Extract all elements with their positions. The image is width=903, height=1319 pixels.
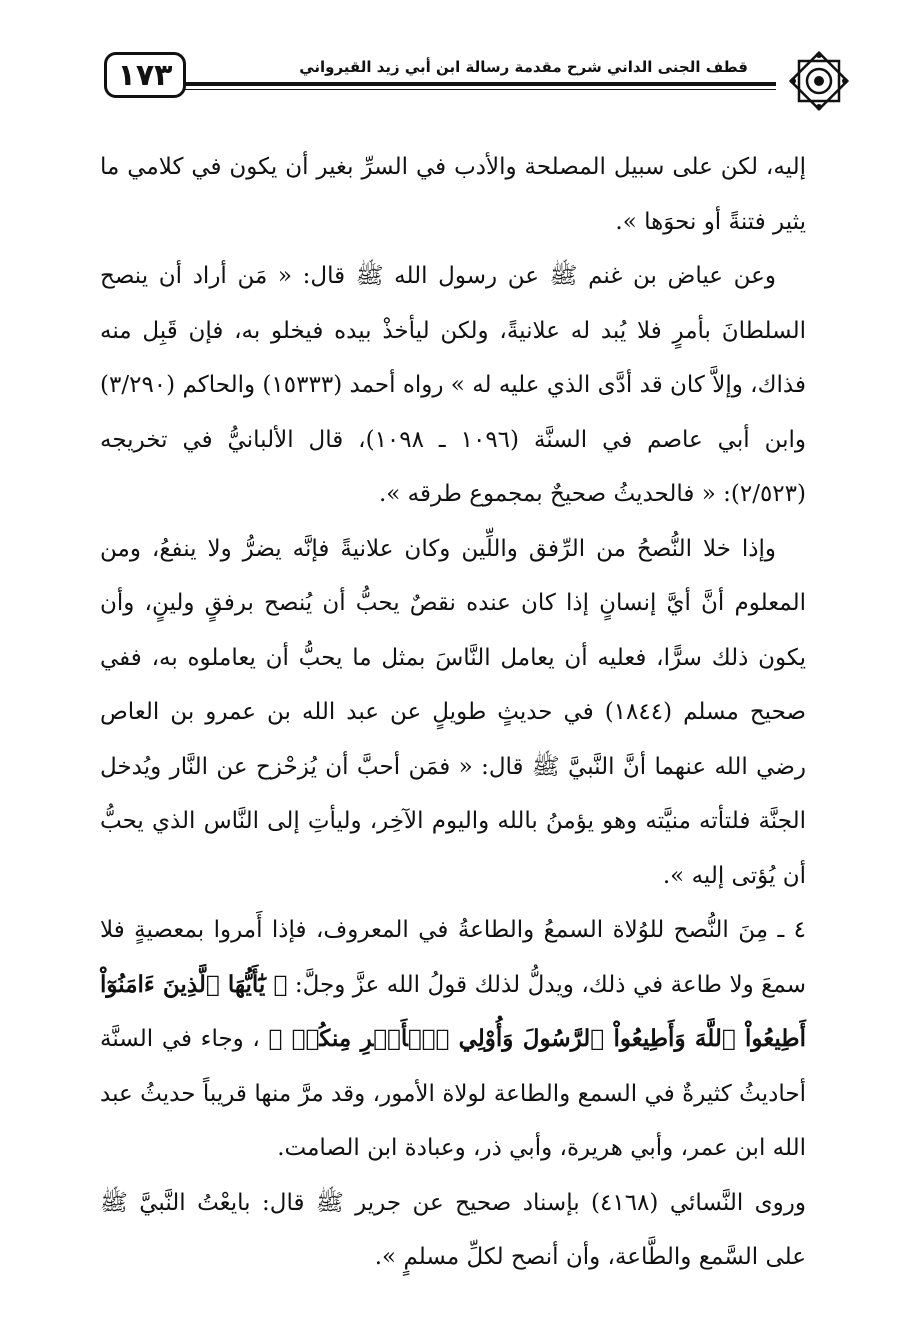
paragraph-4-rest: ، وجاء في السنَّة أحاديثُ كثيرةٌ في السمع والطاعة لولاة الأمور، وقد مرَّ منها قريباً حديثُ عبد الله ابن عمر، وأبي هريرة، وأبي ذر، وعبادة ابن الصامت. — [100, 1026, 806, 1161]
quran-verse: ﴿ يَٰٓأَيُّهَا ٱلَّذِينَ ءَامَنُوٓاْ أَطِيعُواْ ٱللَّهَ وَأَطِيعُواْ ٱلرَّسُولَ وَأُوْلِي ٱلۡأَمۡرِ مِنكُمۡ ﴾ — [100, 970, 806, 1052]
paragraph-1: إليه، لكن على سبيل المصلحة والأدب في السرِّ بغير أن يكون في كلامي ما يثير فتنةً أو نحوَها ». — [100, 154, 806, 235]
paragraph-2: وعن عياض بن غنم ﷺ عن رسول الله ﷺ قال: « مَن أراد أن ينصح السلطانَ بأمرٍ فلا يُبد له علانيةً، ولكن ليأخذْ بيده فيخلو به، فإن قَبِل منه فذاك، وإلاَّ كان قد أدَّى الذي عليه له » رواه أحمد (١٥٣٣٣) والحاكم (٣/٢٩٠) وابن أبي عاصم في السنَّة (١٠٩٦ ـ ١٠٩٨)، قال الألبانيُّ في تخريجه (٢/٥٢٣): « فالحديثُ صحيحٌ بمجموع طرقه ». — [100, 263, 807, 507]
main-text — [100, 140, 806, 1285]
paragraph-4 — [100, 903, 806, 1176]
page-number: ١٧٣ — [104, 52, 186, 98]
star-ornament-icon — [782, 44, 856, 118]
paragraph-5: وروى النَّسائي (٤١٦٨) بإسناد صحيح عن جرير ﷺ قال: بايعْتُ النَّبيَّ ﷺ على السَّمع والطَّاعة، وأن أنصح لكلِّ مسلمٍ ». — [100, 1189, 806, 1270]
paragraph-3: وإذا خلا النُّصحُ من الرِّفق واللِّين وكان علانيةً فإنَّه يضرُّ ولا ينفعُ، ومن المعلوم أنَّ أيَّ إنسانٍ إذا كان عنده نقصٌ يحبُّ أن يُنصح برفقٍ ولينٍ، وأن يكون ذلك سرًّا، فعليه أن يعامل النَّاسَ بمثل ما يحبُّ أن يعاملوه به، ففي صحيح مسلم (١٨٤٤) في حديثٍ طويلٍ عن عبد الله بن عمرو بن العاص رضي الله عنهما أنَّ النَّبيَّ ﷺ قال: « فمَن أحبَّ أن يُزحْزح عن النَّار ويُدخل الجنَّة فلتأته منيَّته وهو يؤمنُ بالله واليوم الآخِر، وليأتِ إلى النَّاس الذي يحبُّ أن يُؤتى إليه ». — [100, 535, 806, 889]
header-rule — [184, 82, 776, 86]
running-title: قطف الجنى الداني شرح مقدمة رسالة ابن أبي زيد القيرواني — [299, 58, 748, 76]
header-rule-thin — [184, 89, 776, 90]
page-header — [96, 44, 856, 114]
paragraph-4-intro: ٤ ـ مِنَ النُّصح للوُلاة السمعُ والطاعةُ في المعروف، فإذا أَمروا بمعصيةٍ فلا سمعَ ولا طاعة في ذلك، ويدلُّ لذلك قولُ الله عزَّ وجلَّ: — [100, 917, 806, 998]
